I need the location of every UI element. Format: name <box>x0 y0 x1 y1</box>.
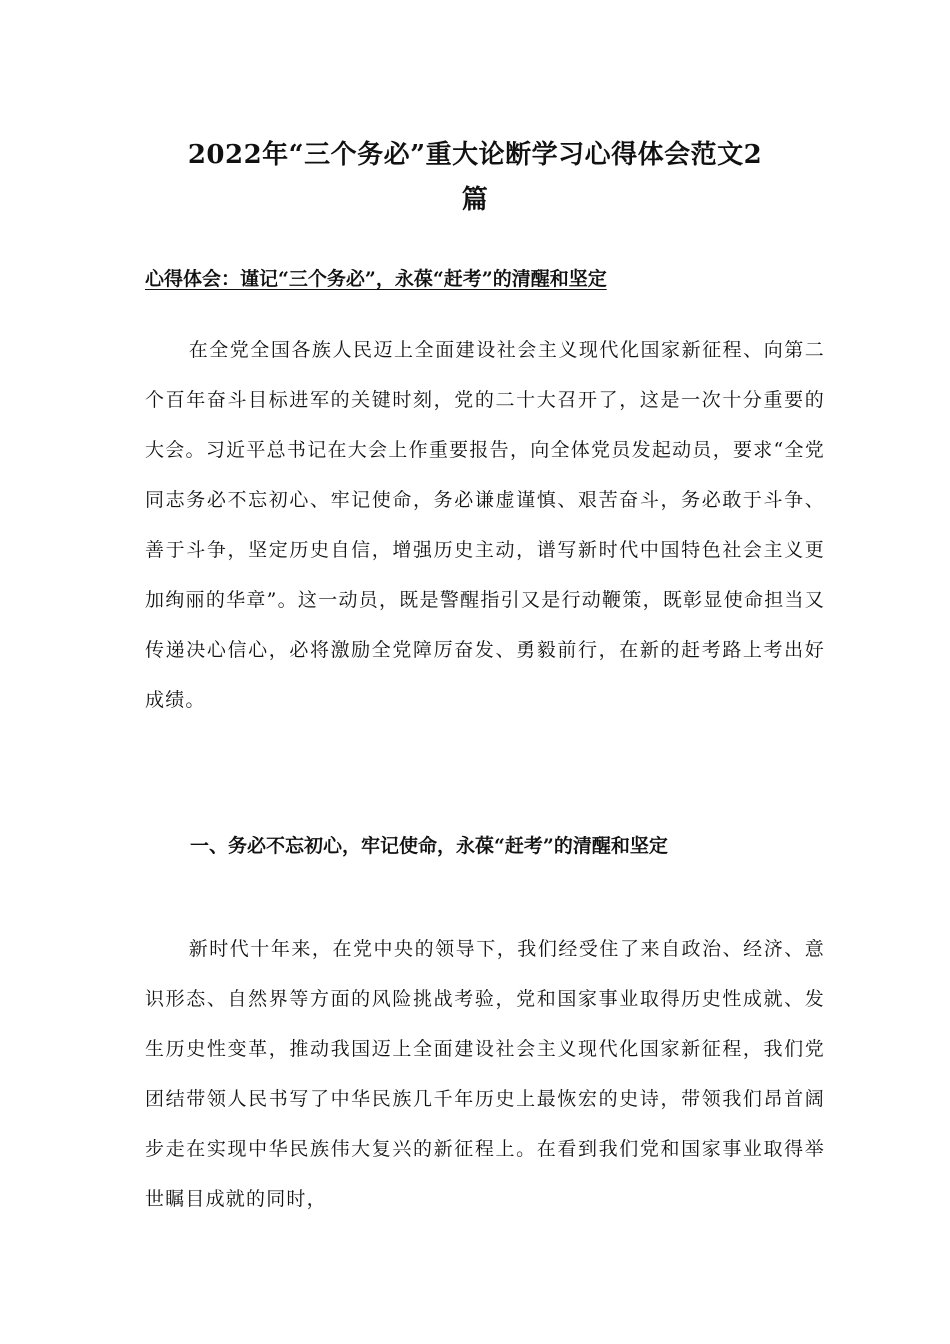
document-title-line1: 2022年“三个务必”重大论断学习心得体会范文2 <box>187 140 763 170</box>
intro-paragraph: 在全党全国各族人民迈上全面建设社会主义现代化国家新征程、向第二个百年奋斗目标进军的关键时刻，党的二十大召开了，这是一次十分重要的大会。习近平总书记在大会上作重要报告，向全体党员发起动员，要求“全党同志务必不忘初心、牢记使命，务必谦虚谨慎、艰苦奋斗，务必敢于斗争、善于斗争，坚定历史自信，增强历史主动，谱写新时代中国特色社会主义更加绚丽的华章”。这一动员，既是警醒指引又是行动鞭策，既彰显使命担当又传递决心信心，必将激励全党障厉奋发、勇毅前行，在新的赶考路上考出好成绩。 <box>145 339 825 711</box>
section-heading-1: 一、务必不忘初心，牢记使命，永葆“赶考”的清醒和坚定 <box>190 835 668 857</box>
article-subtitle: 心得体会：谨记“三个务必”，永葆“赶考”的清醒和坚定 <box>145 268 607 290</box>
document-title-line2: 篇 <box>461 185 489 215</box>
section1-paragraph: 新时代十年来，在党中央的领导下，我们经受住了来自政治、经济、意识形态、自然界等方面的风险挑战考验，党和国家事业取得历史性成就、发生历史性变革，推动我国迈上全面建设社会主义现代化国家新征程，我们党团结带领人民书写了中华民族几千年历史上最恢宏的史诗，带领我们昂首阔步走在实现中华民族伟大复兴的新征程上。在看到我们党和国家事业取得举世瞩目成就的同时， <box>145 938 825 1210</box>
